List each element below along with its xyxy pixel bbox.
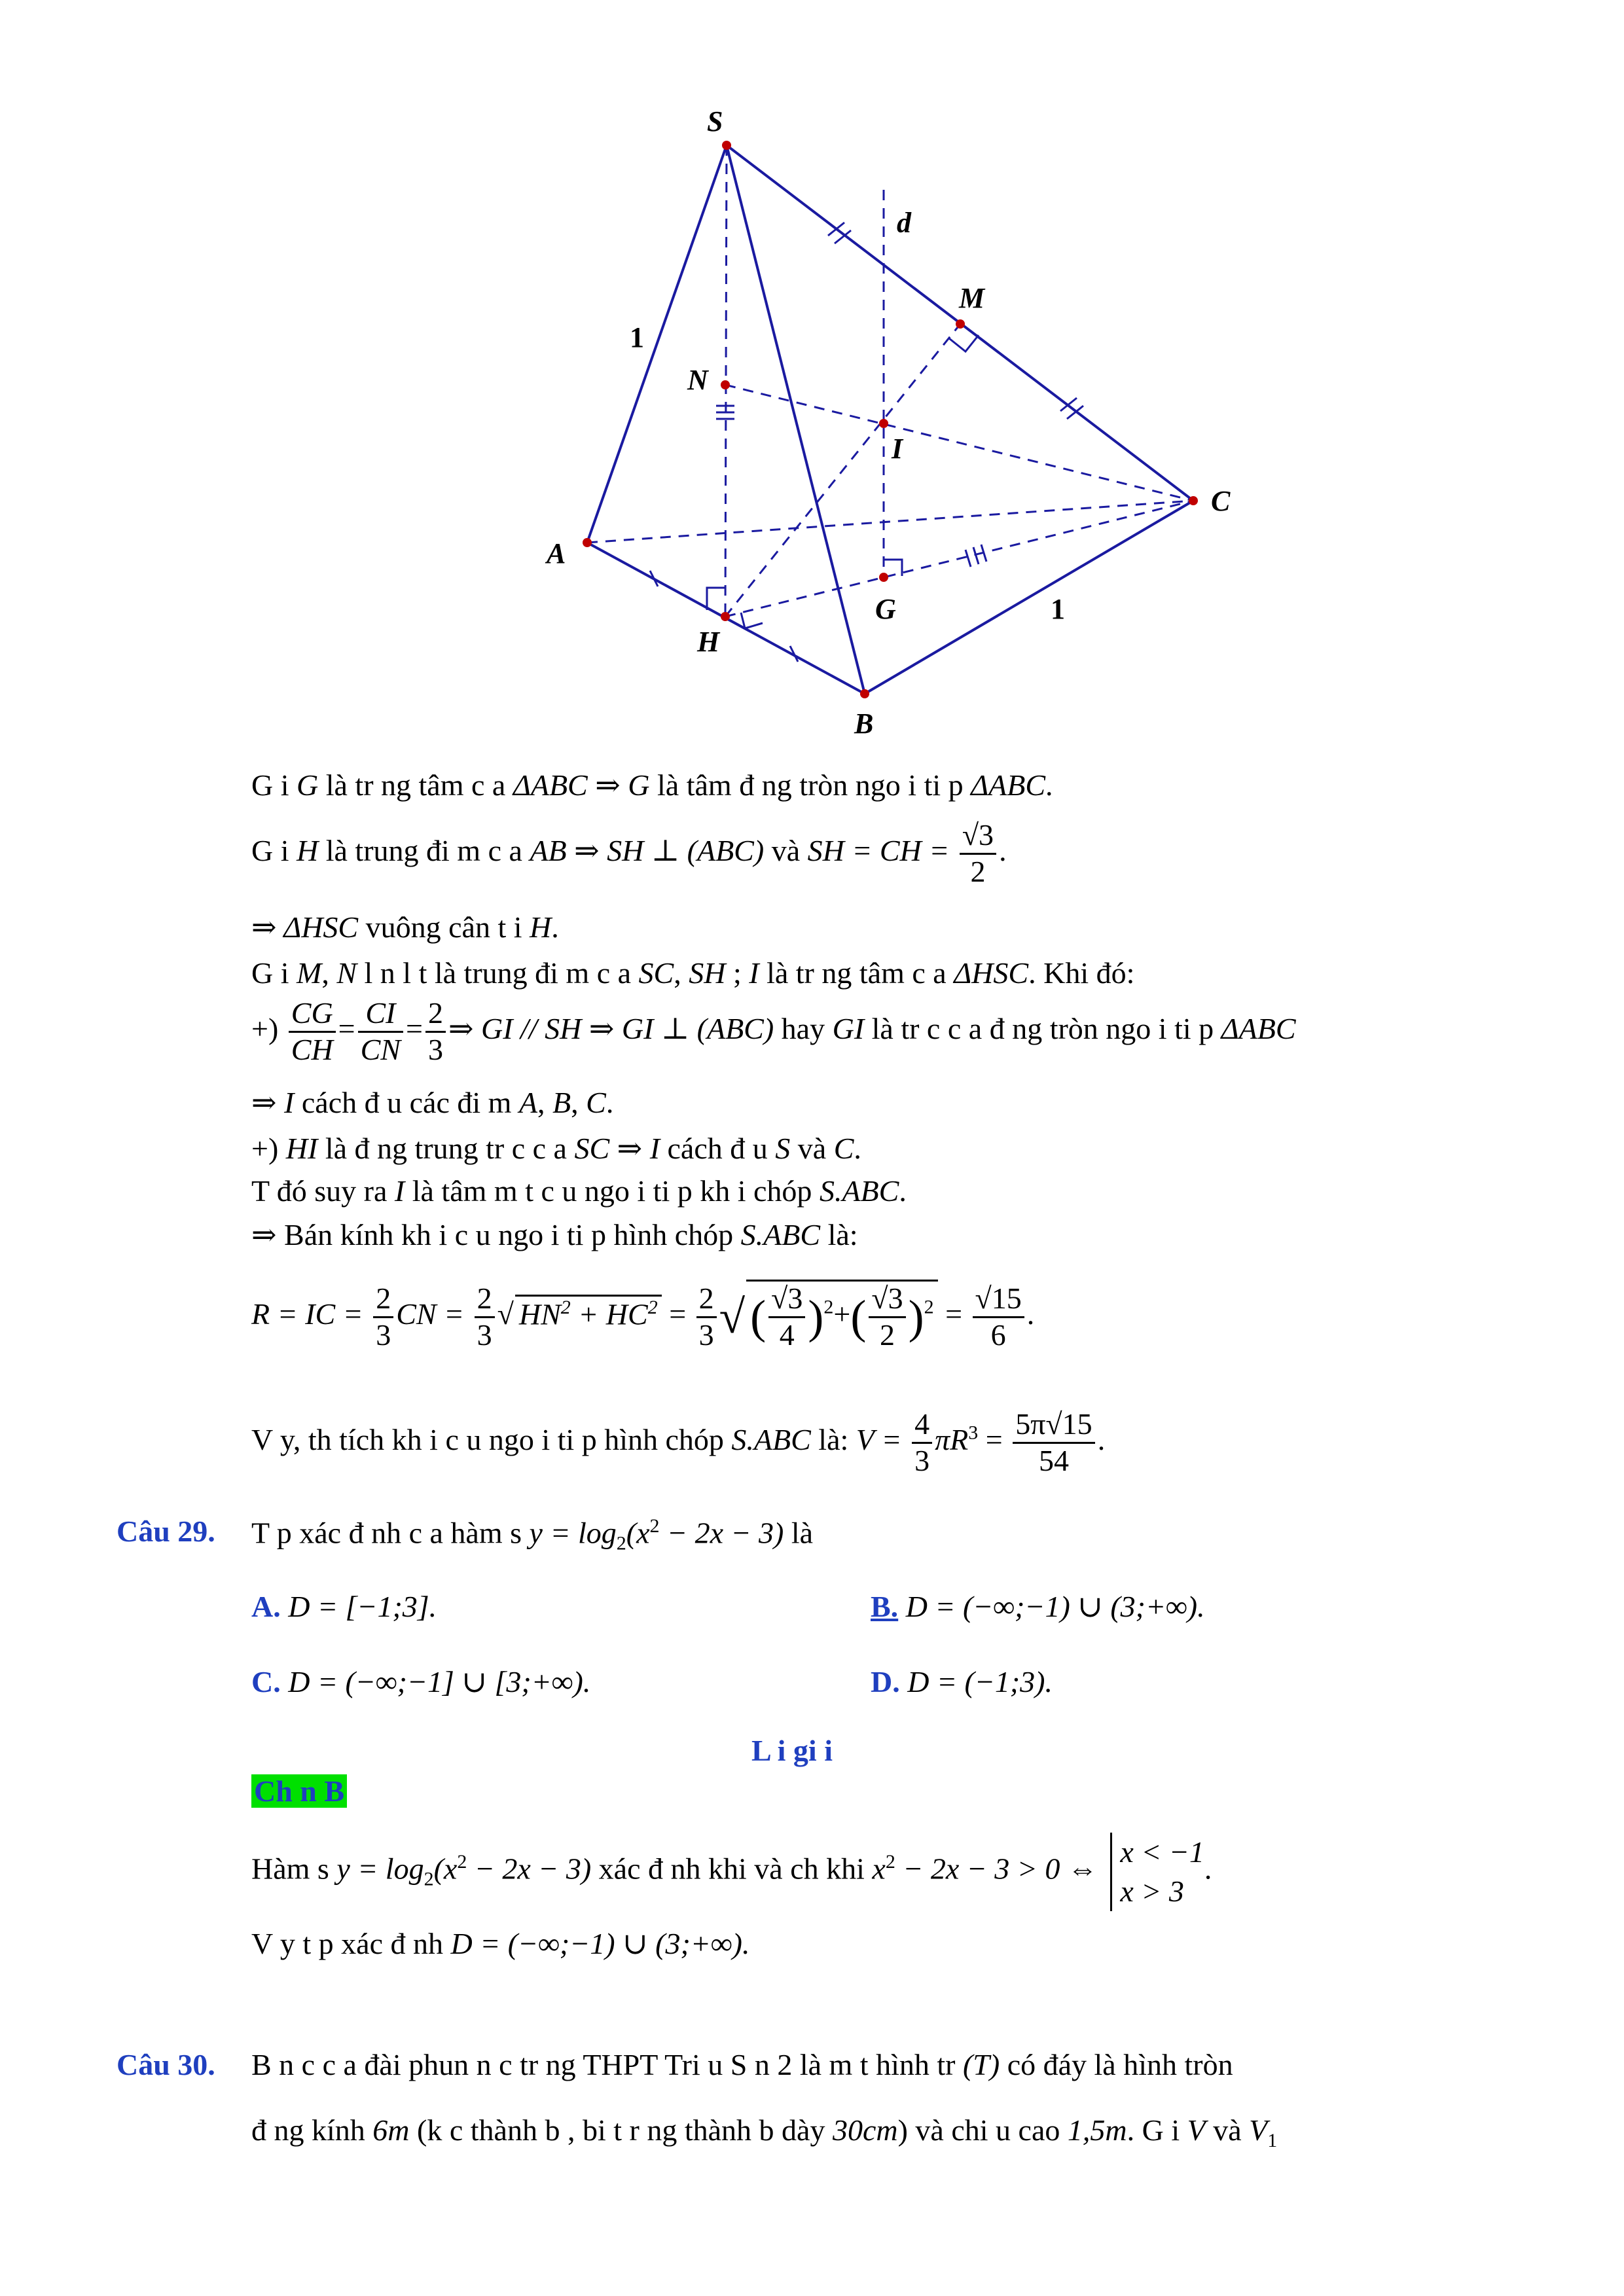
solution-line-9: ⇒ Bán kính kh i c u ngo i ti p hình chóp S.ABC là: [251,1218,858,1251]
pyramid-figure [524,92,1309,746]
label-d: d [897,207,911,239]
solution-line-6: ⇒ I cách đ u các đi m A, B, C. [251,1086,614,1119]
question-30-line-1: B n c c a đài phun n c tr ng THPT Tri u S n 2 là m t hình tr (T) có đáy là hình tròn [251,2048,1233,2081]
label-SA-length: 1 [630,321,644,353]
label-N: N [687,364,708,396]
edge-BC [865,501,1193,694]
label-A: A [547,537,566,569]
solution-line-8: T đó suy ra I là tâm m t c u ngo i ti p kh i chóp S.ABC. [251,1174,907,1208]
q29-solution-line-2: V y t p xác đ nh D = (−∞;−1) ∪ (3;+∞). [251,1927,750,1960]
label-G: G [875,593,896,625]
label-C: C [1211,485,1231,517]
question-30-line-2: đ ng kính 6m (k c thành b , bi t r ng thành b dày 30cm) và chi u cao 1,5m. G i V và $V_1$ [251,2113,1278,2152]
option-B[interactable]: B. D = (−∞;−1) ∪ (3;+∞). [871,1590,1205,1623]
solution-line-2: G i H là trung đi m c a AB ⇒ SH ⊥ (ABC) và SH = CH = $\frac{√3}{2}$ . [251,818,1007,888]
label-H: H [697,626,720,658]
label-M: M [959,282,985,314]
question-29-text: T p xác đ nh c a hàm s $y = \log_2(x^2 - 2x - 3)$ là [251,1515,814,1554]
label-B: B [854,708,874,740]
option-C[interactable]: C. D = (−∞;−1] ∪ [3;+∞). [251,1665,591,1698]
label-BC-length: 1 [1051,593,1065,625]
solution-heading: L i gi i [751,1734,833,1767]
segment-HC [725,501,1193,617]
option-D[interactable]: D. D = (−1;3). [871,1665,1053,1698]
solution-line-11-volume: V y, th tích kh i c u ngo i ti p hình chóp S.ABC là: V = $\frac{4}{3}$ $\pi R^3$ = $\frac{5\pi√15}{54}$ . [251,1407,1106,1477]
solution-line-1: G i G là tr ng tâm c a ΔABC ⇒ G là tâm đ ng tròn ngo i ti p ΔABC. [251,768,1053,802]
solution-line-7: +) HI là đ ng trung tr c c a SC ⇒ I cách đ u S và C. [251,1132,861,1165]
answer-choice-badge: Ch n B [251,1775,347,1808]
q29-solution-line-1: Hàm s $y = \log_2(x^2 - 2x - 3)$ xác đ nh khi và ch khi $x^2 - 2x - 3 > 0$ ⇔ x < −1 x > 3 . [251,1833,1212,1911]
solution-line-5: +) $\frac{CG}{CH}$ = $\frac{CI}{CN}$ = $\frac{2}{3}$ ⇒ GI // SH ⇒ GI ⊥ (ABC) hay GI là tr c c a đ ng tròn ngo i ti p ΔABC [251,996,1296,1066]
solution-line-10-radius: R = IC = $\frac{2}{3}$ CN = $\frac{2}{3}$ √ $HN^2 + HC^2$ = $\frac{2}{3}$ √ ( $\frac{√3}{4}$ )$^2$+( $\frac{√3}{2}$ )$^2$ = $\frac{√15}{6}$ . [251,1280,1034,1353]
label-I: I [892,433,903,465]
solution-line-4: G i M, N l n l t là trung đi m c a SC, SH ; I là tr ng tâm c a ΔHSC. Khi đó: [251,956,1135,990]
segment-HM [725,324,960,617]
question-29 [117,1515,215,1549]
segment-NC [725,385,1193,501]
solution-line-3: ⇒ ΔHSC vuông cân t i H. [251,910,559,944]
label-S: S [707,105,723,137]
question-29-number: Câu 29. [117,1515,215,1548]
edge-AC [587,501,1193,543]
question-30-number: Câu 30. [117,2048,215,2081]
option-A[interactable]: A. D = [−1;3]. [251,1590,437,1623]
edge-SA [587,145,727,543]
